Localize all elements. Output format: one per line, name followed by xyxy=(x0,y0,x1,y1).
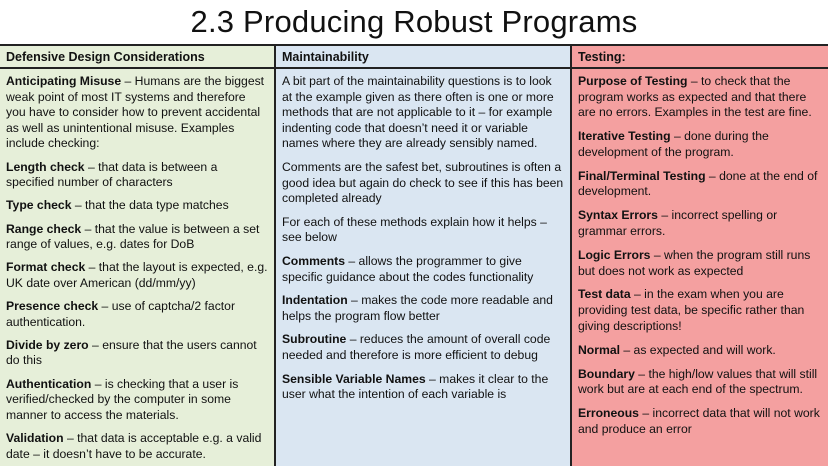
list-item xyxy=(578,406,822,437)
list-item xyxy=(578,367,822,398)
item-text: – that the value is between a set range of values, e.g. dates for DoB xyxy=(6,221,260,252)
item-text: Comments are the safest bet, subroutines is often a good idea but again do check to see if this has been completed already xyxy=(282,159,564,206)
item-term: Logic Errors xyxy=(578,247,651,262)
list-item xyxy=(6,431,268,462)
item-term: Syntax Errors xyxy=(578,208,658,223)
item-text: – use of captcha/2 factor authentication. xyxy=(6,299,236,329)
list-item xyxy=(6,260,268,291)
list-item xyxy=(6,160,268,191)
item-text: – allows the programmer to give specific guidance about the codes functionality xyxy=(282,253,534,284)
list-item xyxy=(282,254,564,285)
item-text: – makes it clear to the user what the intention of each variable is xyxy=(282,371,549,402)
item-text: – to check that the program works as expected and that there are no errors. Examples in the test are fine. xyxy=(578,74,812,120)
item-text: – that data is between a specified number of characters xyxy=(6,159,218,190)
item-text: – ensure that the users cannot do this xyxy=(6,337,257,368)
item-term: Normal xyxy=(578,342,620,357)
item-term: Length check xyxy=(6,159,85,174)
item-term: Test data xyxy=(578,287,631,302)
item-text: A bit part of the maintainability questions is to look at the example given as there often is one or more methods that are not applicable to it – for example indenting code that doesn’t need it or variable names where they are already sensibly named. xyxy=(282,74,554,151)
item-term: Presence check xyxy=(6,299,99,314)
column-heading-defensive: Defensive Design Considerations xyxy=(0,46,274,69)
list-item xyxy=(578,169,822,200)
list-item xyxy=(282,372,564,403)
item-term: Indentation xyxy=(282,293,348,308)
item-term: Final/Terminal Testing xyxy=(578,168,706,183)
item-term: Comments xyxy=(282,253,345,268)
list-item xyxy=(578,208,822,239)
item-text: – incorrect spelling or grammar errors. xyxy=(578,208,778,238)
list-item xyxy=(282,293,564,324)
item-text: For each of these methods explain how it helps – see below xyxy=(282,214,547,245)
testing-column xyxy=(572,46,828,466)
title-bar xyxy=(0,0,828,44)
column-heading-maintainability: Maintainability xyxy=(276,46,570,69)
item-text: – done at the end of development. xyxy=(578,168,818,199)
list-item xyxy=(6,198,268,214)
list-item xyxy=(282,332,564,363)
list-item xyxy=(6,338,268,369)
list-item xyxy=(578,343,822,359)
testing-list xyxy=(572,69,828,437)
list-item xyxy=(6,299,268,330)
item-term: Validation xyxy=(6,431,64,446)
list-item xyxy=(282,215,564,246)
page-title: 2.3 Producing Robust Programs xyxy=(190,4,638,39)
list-item xyxy=(578,74,822,121)
item-text: – Humans are the biggest weak point of most IT systems and therefore you have to consider how to prevent accidental as well as unintentional misuse. Examples include checking: xyxy=(6,74,265,151)
list-item xyxy=(282,74,564,152)
item-text: – the high/low values that will still work but are at each end of the spectrum. xyxy=(578,366,818,397)
item-term: Iterative Testing xyxy=(578,129,671,144)
list-item xyxy=(578,287,822,334)
item-text: – done during the development of the program. xyxy=(578,129,769,159)
item-term: Purpose of Testing xyxy=(578,74,688,88)
list-item xyxy=(282,160,564,207)
item-text: – that data is acceptable e.g. a valid date – it doesn’t have to be accurate. xyxy=(6,431,262,461)
item-text: – as expected and will work. xyxy=(620,342,776,357)
item-term: Erroneous xyxy=(578,406,639,421)
item-text: – incorrect data that will not work and produce an error xyxy=(578,406,820,436)
maintainability-list xyxy=(276,69,570,403)
maintainability-column xyxy=(276,46,572,466)
item-term: Authentication xyxy=(6,376,92,391)
list-item xyxy=(6,222,268,253)
defensive-list xyxy=(0,69,274,462)
item-term: Range check xyxy=(6,221,82,236)
item-text: – in the exam when you are providing test data, be specific rather than giving descriptions! xyxy=(578,287,805,333)
item-text: – makes the code more readable and helps the program flow better xyxy=(282,293,553,323)
item-term: Format check xyxy=(6,260,86,275)
item-text: – that the layout is expected, e.g. UK date over American (dd/mm/yy) xyxy=(6,260,268,290)
item-text: – is checking that a user is verified/checked by the computer in some manner to access the materials. xyxy=(6,376,239,422)
item-term: Sensible Variable Names xyxy=(282,371,426,386)
item-term: Anticipating Misuse xyxy=(6,74,122,88)
item-term: Subroutine xyxy=(282,332,347,347)
item-text: – reduces the amount of overall code needed and therefore is more efficient to debug xyxy=(282,332,551,362)
item-term: Type check xyxy=(6,198,72,213)
list-item xyxy=(6,377,268,424)
column-heading-testing: Testing: xyxy=(572,46,828,69)
item-text: – when the program still runs but does not work as expected xyxy=(578,247,811,278)
defensive-design-column xyxy=(0,46,276,466)
columns xyxy=(0,44,828,466)
list-item xyxy=(6,74,268,152)
item-text: – that the data type matches xyxy=(71,198,229,213)
list-item xyxy=(578,248,822,279)
item-term: Boundary xyxy=(578,366,635,381)
list-item xyxy=(578,129,822,160)
item-term: Divide by zero xyxy=(6,337,89,352)
